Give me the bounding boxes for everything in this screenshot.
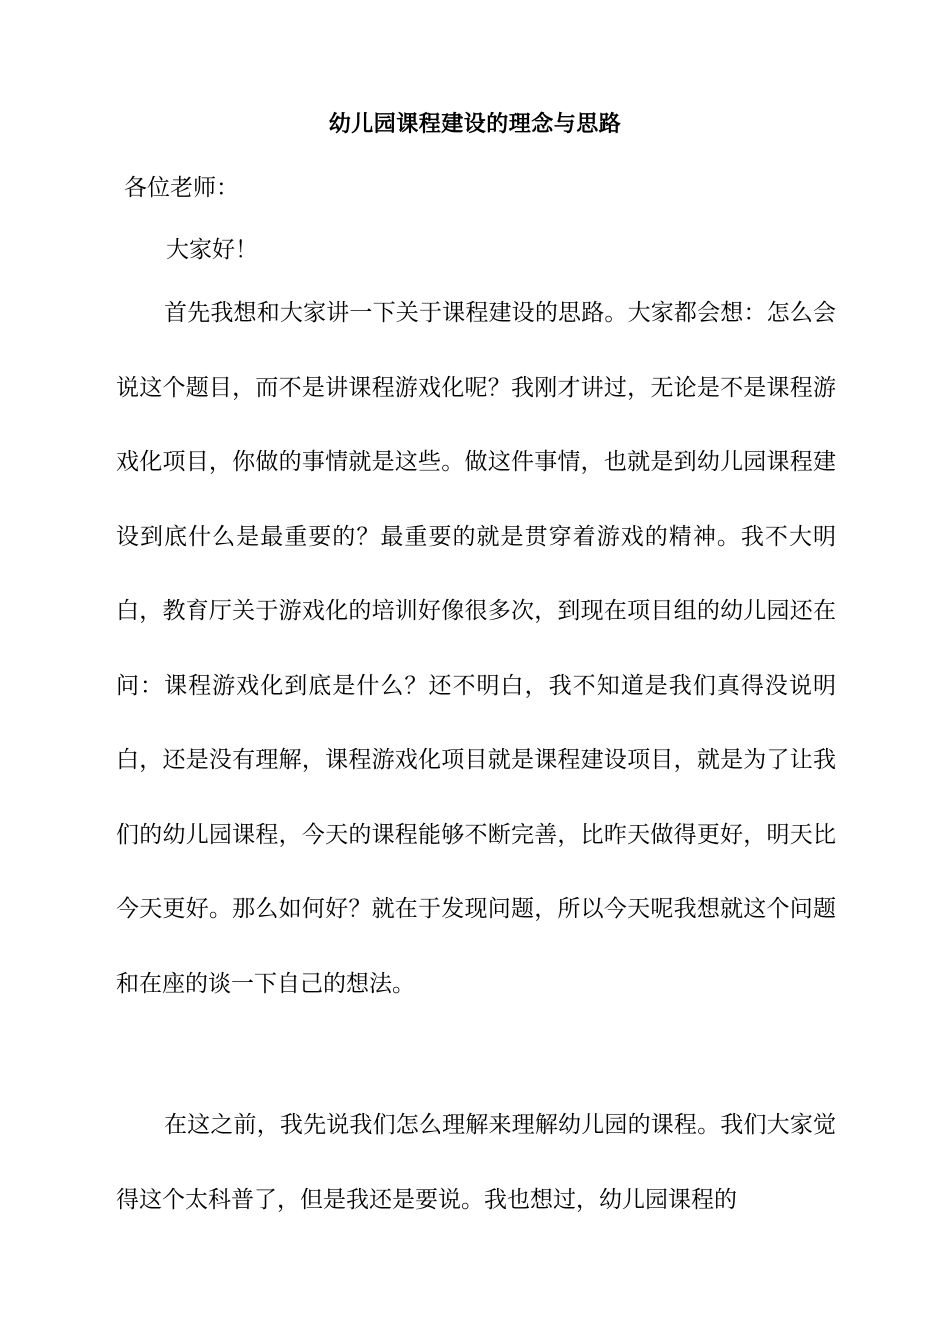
body-paragraph-2: 在这之前，我先说我们怎么理解来理解幼儿园的课程。我们大家觉得这个太科普了，但是我还是要说。我也想过，幼儿园课程的 [116, 1112, 836, 1213]
greeting: 大家好！ [166, 237, 258, 263]
document-title: 幼儿园课程建设的理念与思路 [328, 111, 622, 137]
salutation: 各位老师： [124, 175, 239, 201]
body-paragraph-1: 首先我想和大家讲一下关于课程建设的思路。大家都会想：怎么会说这个题目，而不是讲课程游戏化呢？我刚才讲过，无论是不是课程游戏化项目，你做的事情就是这些。做这件事情，也就是到幼儿园课程建设到底什么是最重要的？最重要的就是贯穿着游戏的精神。我不大明白，教育厅关于游戏化的培训好像很多次，到现在项目组的幼儿园还在问：课程游戏化到底是什么？还不明白，我不知道是我们真得没说明白，还是没有理解，课程游戏化项目就是课程建设项目，就是为了让我们的幼儿园课程，今天的课程能够不断完善，比昨天做得更好，明天比今天更好。那么如何好？就在于发现问题，所以今天呢我想就这个问题和在座的谈一下自己的想法。 [116, 300, 836, 997]
